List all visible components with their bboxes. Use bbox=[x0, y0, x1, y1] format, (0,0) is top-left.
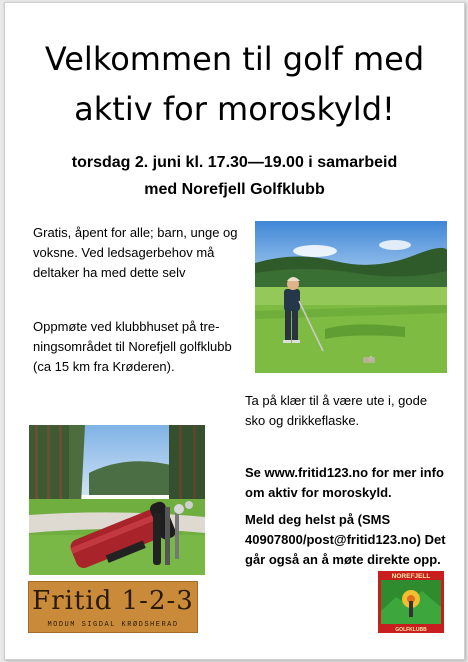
location-paragraph: Oppmøte ved klubbhuset på tre-ningsområdet til Norefjell golfklubb (ca 15 km fra Krøderen). bbox=[33, 319, 232, 374]
golfer-photo bbox=[255, 221, 447, 373]
more-info-paragraph: Se www.fritid123.no for mer info om aktiv for moroskyld. bbox=[245, 465, 444, 500]
poster-page bbox=[4, 2, 465, 660]
poster-title-line-1: Velkommen til golf med bbox=[44, 40, 425, 78]
info-paragraph: Gratis, åpent for alle; barn, unge og voksne. Ved ledsagerbehov må deltaker ha med dette selv bbox=[33, 225, 238, 280]
event-partner-line: med Norefjell Golfklubb bbox=[144, 181, 325, 198]
norefjell-golfklubb-logo bbox=[378, 571, 444, 633]
event-date-line: torsdag 2. juni kl. 17.30—19.00 i samarbeid bbox=[71, 154, 398, 171]
golf-bag-photo bbox=[29, 425, 205, 575]
fritid-logo-text: Fritid 1-2-3 bbox=[32, 586, 194, 616]
norefjell-logo-top-text: NOREFJELL bbox=[391, 573, 431, 580]
fritid-123-logo bbox=[28, 581, 198, 633]
signup-paragraph: Meld deg helst på (SMS 40907800/post@fritid123.no) Det går også an å møte direkte opp. bbox=[245, 512, 446, 567]
fritid-logo-places: MODUM SIGDAL KRØDSHERAD bbox=[47, 621, 179, 629]
norefjell-logo-bottom-text: GOLFKLUBB bbox=[395, 627, 427, 633]
clothing-paragraph: Ta på klær til å være ute i, gode sko og drikkeflaske. bbox=[245, 393, 428, 428]
poster-title-line-2: aktiv for moroskyld! bbox=[74, 90, 395, 128]
